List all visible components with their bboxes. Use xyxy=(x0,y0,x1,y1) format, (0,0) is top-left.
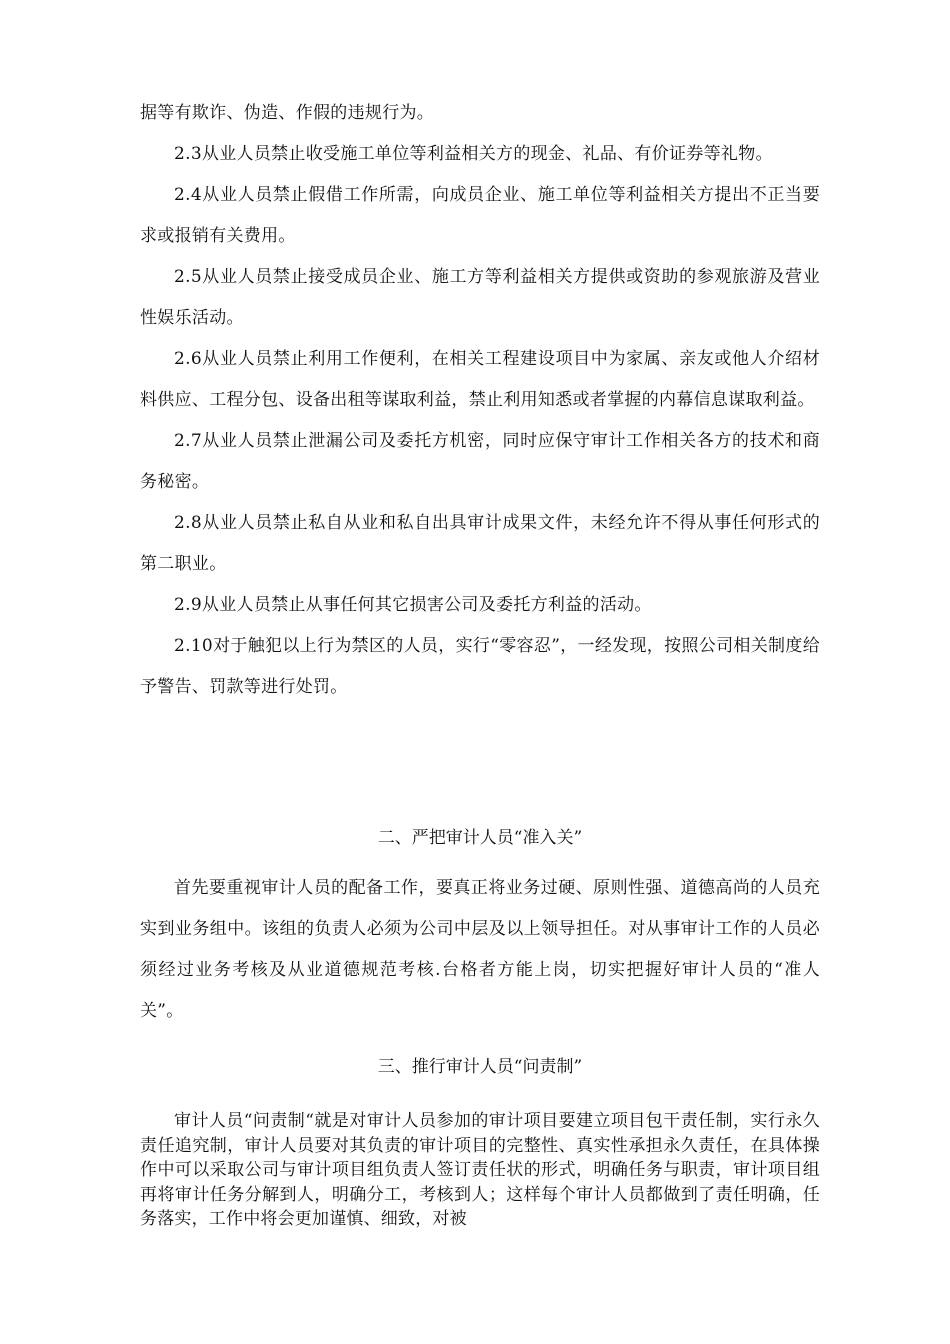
rules-list xyxy=(140,93,820,708)
section-2-paragraph: 首先要重视审计人员的配备工作，要真正将业务过硬、原则性强、道德高尚的人员充实到业务组中。该组的负责人必须为公司中层及以上领导担任。对从事审计工作的人员必须经过业务考核及从业道德规范考核.台格者方能上岗，切实把握好审计人员的“准人关”。 xyxy=(140,878,820,1021)
rule-2-4: 2.4从业人员禁止假借工作所需，向成员企业、施工单位等利益相关方提出不正当要求或报销有关费用。 xyxy=(140,185,820,246)
rule-2-7: 2.7从业人员禁止泄漏公司及委托方机密，同时应保守审计工作相关各方的技术和商务秘密。 xyxy=(140,431,820,492)
section-heading-2: 二、严把审计人员“准入关” xyxy=(377,828,583,848)
paragraph-continuation: 据等有欺诈、伪造、作假的违规行为。 xyxy=(140,103,435,123)
section-3-paragraph: 审计人员“问责制“就是对审计人员参加的审计项目要建立项目包干责任制，实行永久责任追究制，审计人员要对其负责的审计项目的完整性、真实性承担永久责任，在具体操作中可以采取公司与审计项目组负责人签订责任状的形式，明确任务与职责，审计项目组再将审计任务分解到人，明确分工，考核到人；这样每个审计人员都做到了责任明确，任务落实，工作中将会更加谨慎、细致，对被 xyxy=(140,1111,820,1229)
rule-2-3: 2.3从业人员禁止收受施工单位等利益相关方的现金、礼品、有价证券等礼物。 xyxy=(174,144,773,164)
rule-2-9: 2.9从业人员禁止从事任何其它损害公司及委托方利益的活动。 xyxy=(174,595,652,615)
rule-2-10: 2.10对于触犯以上行为禁区的人员，实行“零容忍”，一经发现，按照公司相关制度给予警告、罚款等进行处罚。 xyxy=(140,636,820,697)
rule-2-5: 2.5从业人员禁止接受成员企业、施工方等利益相关方提供或资助的参观旅游及营业性娱乐活动。 xyxy=(140,267,820,328)
section-2-body xyxy=(140,868,820,1032)
rule-2-8: 2.8从业人员禁止私自从业和私自出具审计成果文件，未经允许不得从事任何形式的第二职业。 xyxy=(140,513,820,574)
section-heading-3: 三、推行审计人员“问责制” xyxy=(377,1057,583,1077)
rule-2-6: 2.6从业人员禁止利用工作便利，在相关工程建设项目中为家属、亲友或他人介绍材料供应、工程分包、设备出租等谋取利益，禁止利用知悉或者掌握的内幕信息谋取利益。 xyxy=(140,349,820,410)
